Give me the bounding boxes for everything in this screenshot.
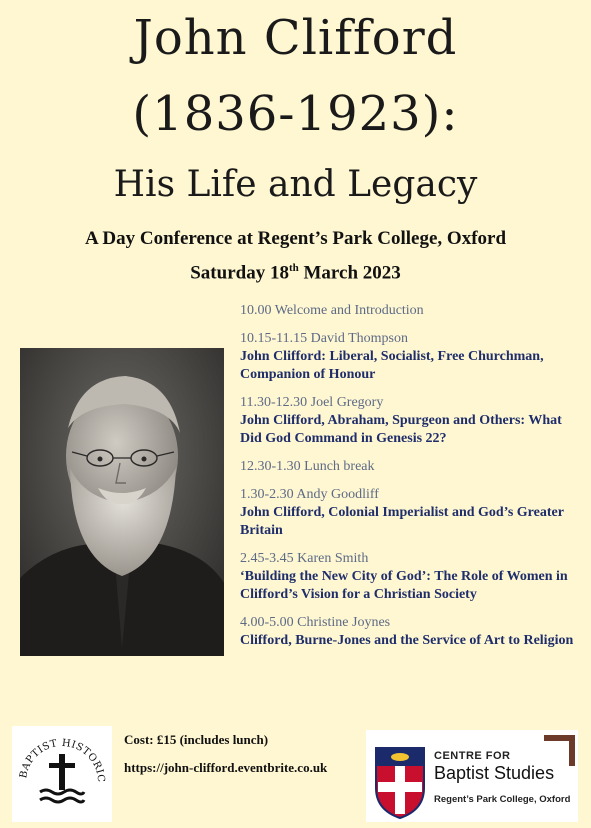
- date-suffix: March 2023: [298, 262, 401, 284]
- cbs-logo-line-1: CENTRE FOR: [434, 750, 511, 762]
- schedule-time: 11.30-12.30 Joel Gregory: [240, 395, 384, 410]
- date-ordinal: th: [288, 262, 299, 274]
- schedule-item-joynes: [240, 614, 580, 650]
- cbs-logo-line-3: Regent’s Park College, Oxford: [434, 794, 571, 805]
- schedule-item-lunch: [240, 458, 580, 476]
- schedule-time: 2.45-3.45 Karen Smith: [240, 551, 369, 566]
- conference-subtitle: A Day Conference at Regent’s Park College, Oxford: [84, 228, 507, 249]
- schedule-time: 12.30-1.30 Lunch break: [240, 459, 375, 474]
- schedule-time: 4.00-5.00 Christine Joynes: [240, 615, 391, 630]
- cost-text: Cost: £15 (includes lunch): [124, 732, 269, 747]
- portrait-photo: [20, 348, 224, 656]
- bhs-logo-text: BAPTIST HISTORIC: [18, 737, 107, 784]
- date-prefix: Saturday 18: [190, 262, 289, 284]
- baptist-historical-society-logo: [12, 726, 112, 822]
- title-line-2: (1836-1923):: [132, 86, 459, 142]
- schedule-item-welcome: [240, 302, 580, 320]
- cbs-logo-line-2: Baptist Studies: [434, 763, 555, 783]
- talk-title: ‘Building the New City of God’: The Role of Women in Clifford’s Vision for a Christian Society: [240, 569, 568, 602]
- schedule-time: 10.00 Welcome and Introduction: [240, 303, 424, 318]
- centre-for-baptist-studies-logo: [366, 730, 578, 822]
- talk-title: Clifford, Burne-Jones and the Service of Art to Religion: [240, 633, 574, 648]
- talk-title: John Clifford: Liberal, Socialist, Free Churchman, Companion of Honour: [240, 349, 544, 382]
- title-line-1: John Clifford: [133, 10, 458, 66]
- eventbrite-link[interactable]: https://john-clifford.eventbrite.co.uk: [124, 760, 328, 775]
- schedule-list: [240, 302, 580, 660]
- schedule-item-thompson: [240, 330, 580, 384]
- schedule-item-smith: [240, 550, 580, 604]
- title-line-3: His Life and Legacy: [113, 164, 478, 205]
- schedule-time: 1.30-2.30 Andy Goodliff: [240, 487, 379, 502]
- talk-title: John Clifford, Abraham, Spurgeon and Others: What Did God Command in Genesis 22?: [240, 413, 562, 446]
- schedule-item-goodliff: [240, 486, 580, 540]
- conference-date: [0, 262, 591, 284]
- talk-title: John Clifford, Colonial Imperialist and God’s Greater Britain: [240, 505, 564, 538]
- schedule-time: 10.15-11.15 David Thompson: [240, 331, 408, 346]
- schedule-item-gregory: [240, 394, 580, 448]
